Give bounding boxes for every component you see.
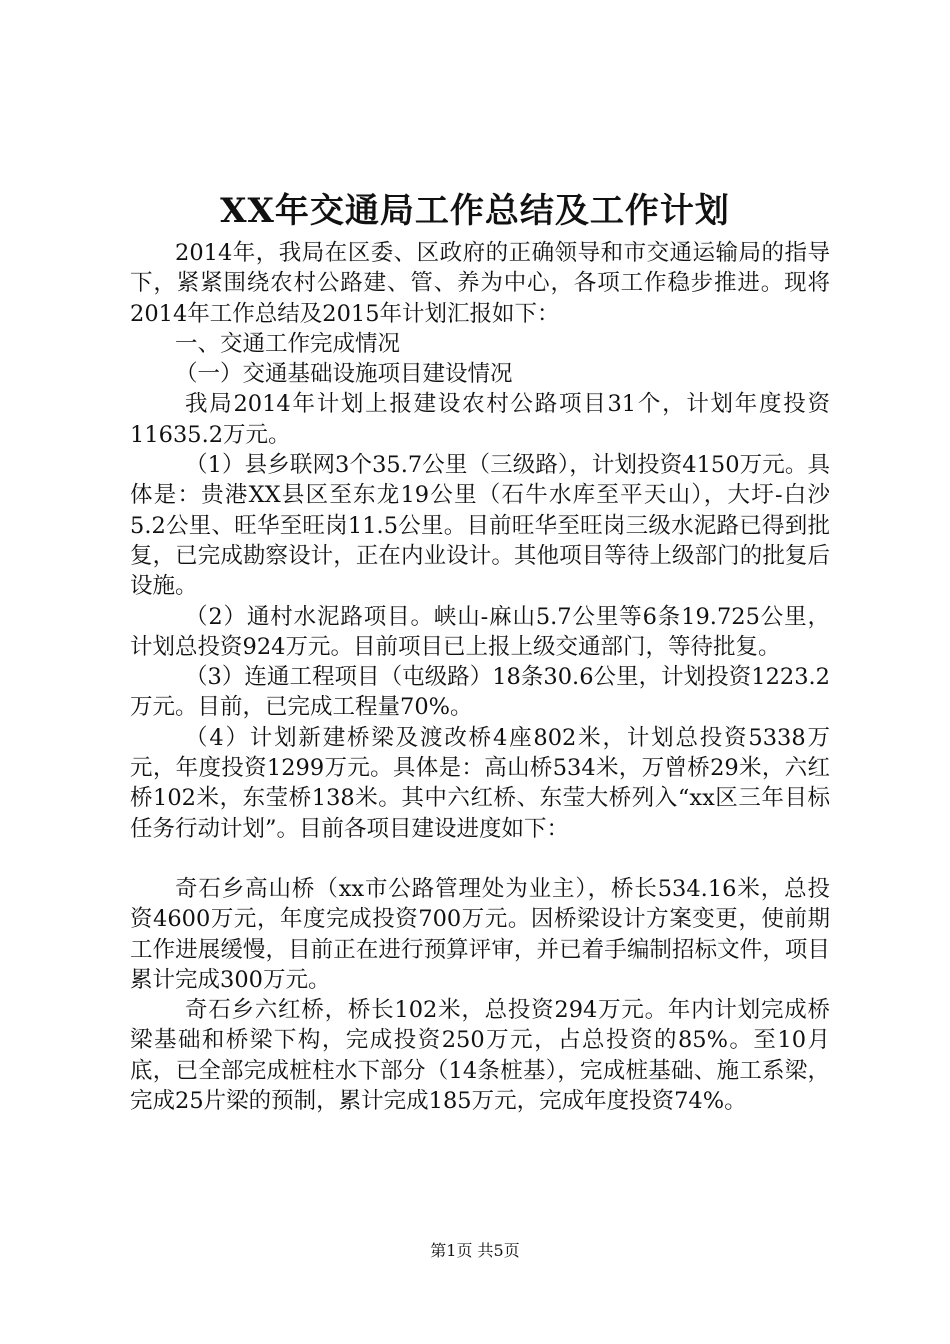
- page-footer: 第1页 共5页: [430, 1241, 520, 1260]
- section-heading-1: 一、交通工作完成情况: [175, 330, 401, 357]
- paragraph-spacer: [130, 844, 830, 874]
- document-title: XX年交通局工作总结及工作计划: [220, 191, 730, 231]
- paragraph-liuhong-bridge: 奇石乡六红桥，桥长102米，总投资294万元。年内计划完成桥梁基础和桥梁下构，完成投资250万元，占总投资的85%。至10月底，已全部完成桩柱水下部分（14条桩基），完成桩基础、施工系梁，完成25片梁的预制，累计完成185万元，完成年度投资74%。: [130, 997, 830, 1115]
- paragraph-plan-overview: 我局2014年计划上报建设农村公路项目31个，计划年度投资11635.2万元。: [130, 391, 830, 448]
- paragraph-item-4: （4）计划新建桥梁及渡改桥4座802米，计划总投资5338万元，年度投资1299万元。具体是：高山桥534米，万曾桥29米，六红桥102米，东莹桥138米。其中六红桥、东莹大桥列入“xx区三年目标任务行动计划”。目前各项目建设进度如下：: [130, 724, 830, 842]
- paragraph-item-3: （3）连通工程项目（屯级路）18条30.6公里，计划投资1223.2万元。目前，已完成工程量70%。: [130, 664, 830, 721]
- paragraph-gaoshan-bridge: 奇石乡高山桥（xx市公路管理处为业主），桥长534.16米，总投资4600万元，年度完成投资700万元。因桥梁设计方案变更，使前期工作进展缓慢，目前正在进行预算评审，并已着手编制招标文件，项目累计完成300万元。: [130, 875, 830, 993]
- intro-paragraph: 2014年，我局在区委、区政府的正确领导和市交通运输局的指导下，紧紧围绕农村公路建、管、养为中心，各项工作稳步推进。现将2014年工作总结及2015年计划汇报如下：: [130, 240, 830, 327]
- paragraph-item-1: （1）县乡联网3个35.7公里（三级路），计划投资4150万元。具体是：贵港XX县区至东龙19公里（石牛水库至平天山），大圩-白沙5.2公里、旺华至旺岗11.5公里。目前旺华至旺岗三级水泥路已得到批复，已完成勘察设计，正在内业设计。其他项目等待上级部门的批复后设施。: [130, 452, 830, 600]
- subsection-heading-1: （一）交通基础设施项目建设情况: [175, 361, 513, 388]
- document-body: [130, 238, 830, 1116]
- paragraph-item-2: （2）通村水泥路项目。峡山-麻山5.7公里等6条19.725公里，计划总投资924万元。目前项目已上报上级交通部门，等待批复。: [130, 603, 830, 660]
